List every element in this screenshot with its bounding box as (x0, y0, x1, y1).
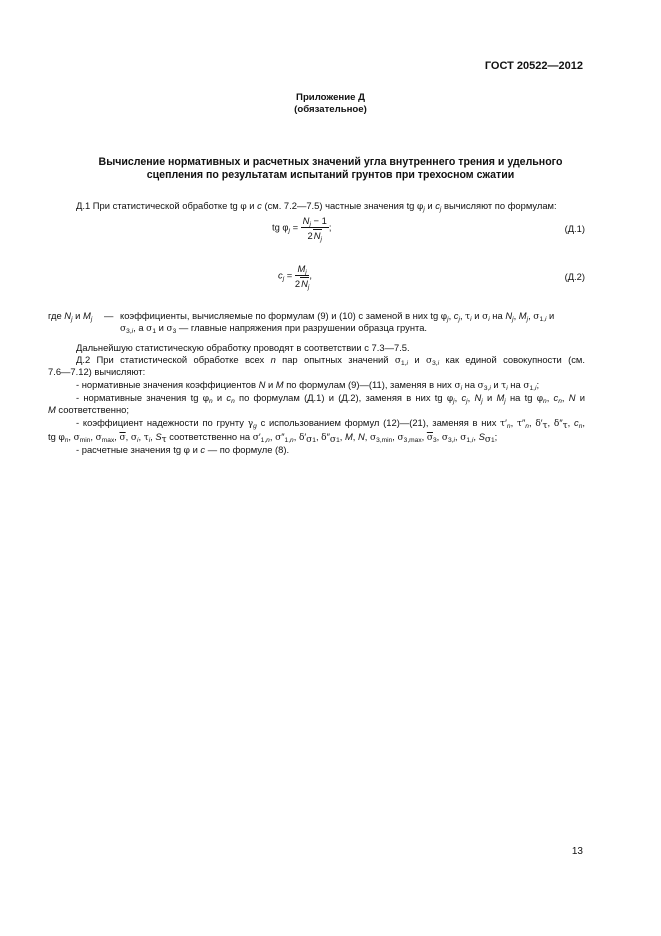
where-dash: — (104, 310, 114, 321)
bullet-normative-coefficients: - нормативные значения коэффициентов N и M по формулам (9)—(11), заменяя в них $\sigma_i$ на $\sigma_{3,i}$ и $\tau_i$ на $\sigma_{1,i}$; (76, 379, 540, 392)
paragraph-d2-line2: 7.6—7.12) вычисляют: (48, 366, 146, 377)
where-lead: где $N_j$ и $M_j$ (48, 310, 93, 323)
page-number: 13 (571, 846, 583, 857)
bullet-design-values: - расчетные значения tg φ и c — по формуле (8). (76, 444, 290, 456)
where-line2: $\sigma_{3,i}$, а $\sigma_1$ и $\sigma_3$ — главные напряжения при разрушении образца грунта. (120, 322, 428, 335)
document-code: ГОСТ 20522—2012 (484, 60, 583, 72)
bullet-reliability-line2: tg $\varphi_n$, $\sigma_{min}$, $\sigma_{max}$, $\overline{\sigma}$, $\sigma_i$, $\tau_i$, $S_\tau$ соответственно на $\sigma'_{1,n}$, $\sigma''_{1,n}$, $\delta'_{\sigma 1}$, $\delta''_{\sigma 1}$, M, N, $\sigma_{3,min}$, $\sigma_{3,max}$, $\overline{\sigma}_3$, $\sigma_{3,i}$, $\sigma_{1,i}$, $S_{\sigma 1}$; (48, 431, 498, 445)
appendix-subtitle: (обязательное) (294, 104, 367, 115)
paragraph-d1: Д.1 При статистической обработке tg φ и с (см. 7.2—7.5) частные значения tg $\varphi_j$ и $c_j$ вычисляют по формулам: (76, 200, 557, 213)
paragraph-d2-line1: Д.2 При статистической обработке всех n пар опытных значений $\sigma_{1,i}$ и $\sigma_{3,i}$ как единой совокупности (см. (76, 354, 585, 367)
equation-number-d1: (Д.1) (564, 223, 585, 234)
section-title-line1: Вычисление нормативных и расчетных значений угла внутреннего трения и удельного (98, 156, 563, 168)
bullet-normative-values-line1: - нормативные значения tg $\varphi_n$ и $c_n$ по формулам (Д.1) и (Д.2), заменяя в них tg $\varphi_j$, $c_j$, $N_j$ и $M_j$ на tg $\varphi_n$, $c_n$, N и (76, 392, 586, 405)
bullet-reliability-line1: - коэффициент надежности по грунту $\gamma_g$ с использованием формул (12)—(21), заменяя в них $\tau'_n$, $\tau''_n$, $\delta'_\tau$, $\delta''_\tau$, $c_n$, (76, 417, 586, 431)
paragraph-further: Дальнейшую статистическую обработку проводят в соответствии с 7.3—7.5. (76, 342, 410, 353)
section-title-line2: сцепления по результатам испытаний грунтов при трехосном сжатии (146, 169, 515, 181)
where-line1: коэффициенты, вычисляемые по формулам (9) и (10) с заменой в них tg $\varphi_j$, $c_j$, $\tau_i$ и $\sigma_i$ на $N_j$, $M_j$, $\sigma_{1,i}$ и (120, 310, 555, 323)
bullet-normative-values-line2: M соответственно; (48, 404, 129, 415)
formula-d1: tg $\varphi_j$ = $\frac{N_j - 1}{2N_j}$ ; (272, 215, 332, 243)
formula-d2: $c_j$ = $\frac{M_j}{2N_j}$ , (278, 263, 312, 291)
equation-number-d2: (Д.2) (564, 271, 585, 282)
appendix-title: Приложение Д (296, 92, 365, 103)
